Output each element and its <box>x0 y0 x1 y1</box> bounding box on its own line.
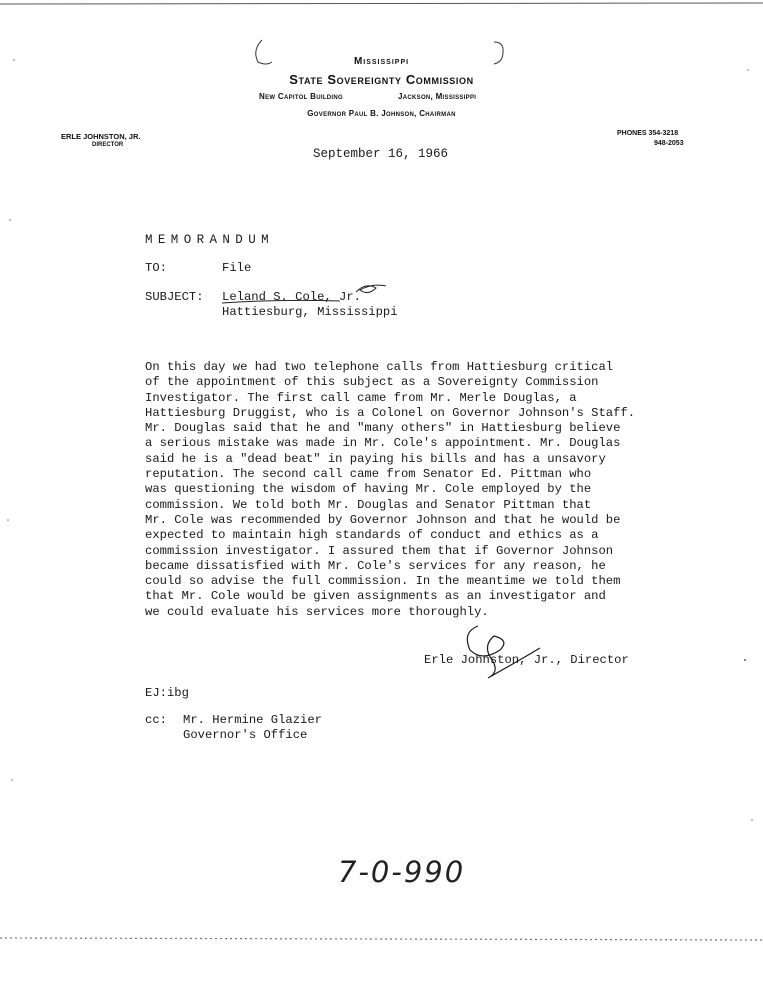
body-line: was questioning the wisdom of having Mr. Cole employed by the <box>145 482 592 497</box>
letterhead-city: Jackson, Mississippi <box>398 92 477 101</box>
scan-top-border <box>0 3 763 4</box>
body-line: commission investigator. I assured them that if Governor Johnson <box>145 543 614 558</box>
body-line: a serious mistake was made in Mr. Cole's appointment. Mr. Douglas <box>145 436 621 451</box>
letterhead-director-name: ERLE JOHNSTON, JR. <box>61 132 141 141</box>
subject-line-2: Hattiesburg, Mississippi <box>222 305 398 319</box>
body-line: commission. We told both Mr. Douglas and Senator Pittman that <box>145 497 592 512</box>
cc-label: cc: <box>145 713 167 727</box>
to-value: File <box>222 261 252 275</box>
body-line: Hattiesburg Druggist, who is a Colonel on Governor Johnson's Staff. <box>145 405 636 420</box>
letterhead-state: Mississippi <box>353 56 410 67</box>
body-line: On this day we had two telephone calls from Hattiesburg critical <box>145 360 614 374</box>
body-line: we could evaluate his services more thoroughly. <box>145 604 489 619</box>
to-label: TO: <box>145 261 167 275</box>
body-line: became dissatisfied with Mr. Cole's services for any reason, he <box>145 558 606 573</box>
body-line: Mr. Douglas said that he and "many others" in Hattiesburg believe <box>145 421 621 436</box>
scan-bottom-edge <box>0 938 763 940</box>
body-line: Mr. Cole was recommended by Governor Johnson and that he would be <box>145 512 621 527</box>
handwritten-file-code: 7-0-990 <box>338 855 466 889</box>
signature-line: Erle Johnston, Jr., Director <box>424 653 629 667</box>
body-line: said he is a "dead beat" in paying his bills and has a unsavory <box>145 451 606 466</box>
letterhead-building: New Capitol Building <box>259 92 343 101</box>
cc-recipient-office: Governor's Office <box>183 728 308 742</box>
subject-line-1: Leland S. Cole, Jr. <box>222 290 361 304</box>
signature-ink <box>467 626 540 678</box>
body-line: could so advise the full commission. In the meantime we told them <box>145 574 621 589</box>
body-line: of the appointment of this subject as a Sovereignty Commission <box>145 375 599 390</box>
memo-title: MEMORANDUM <box>145 233 275 247</box>
letterhead-phones: PHONES 354-3218 <box>617 130 679 137</box>
subject-label: SUBJECT: <box>145 290 204 304</box>
memo-body <box>145 360 636 620</box>
body-line: reputation. The second call came from Senator Ed. Pittman who <box>145 467 592 482</box>
body-line: Investigator. The first call came from Mr. Merle Douglas, a <box>145 390 577 405</box>
body-line: expected to maintain high standards of conduct and ethics as a <box>145 528 599 543</box>
cc-recipient: Mr. Hermine Glazier <box>183 713 322 727</box>
body-line: that Mr. Cole would be given assignments as an investigator and <box>145 589 606 604</box>
memo-date: September 16, 1966 <box>313 147 449 161</box>
letterhead-phone-second: 948-2053 <box>654 140 684 147</box>
letterhead-commission: State Sovereignty Commission <box>289 72 474 87</box>
letterhead-director-title: DIRECTOR <box>92 142 124 148</box>
letterhead-governor: Governor Paul B. Johnson, Chairman <box>307 109 456 118</box>
typist-initials: EJ:ibg <box>145 686 189 700</box>
